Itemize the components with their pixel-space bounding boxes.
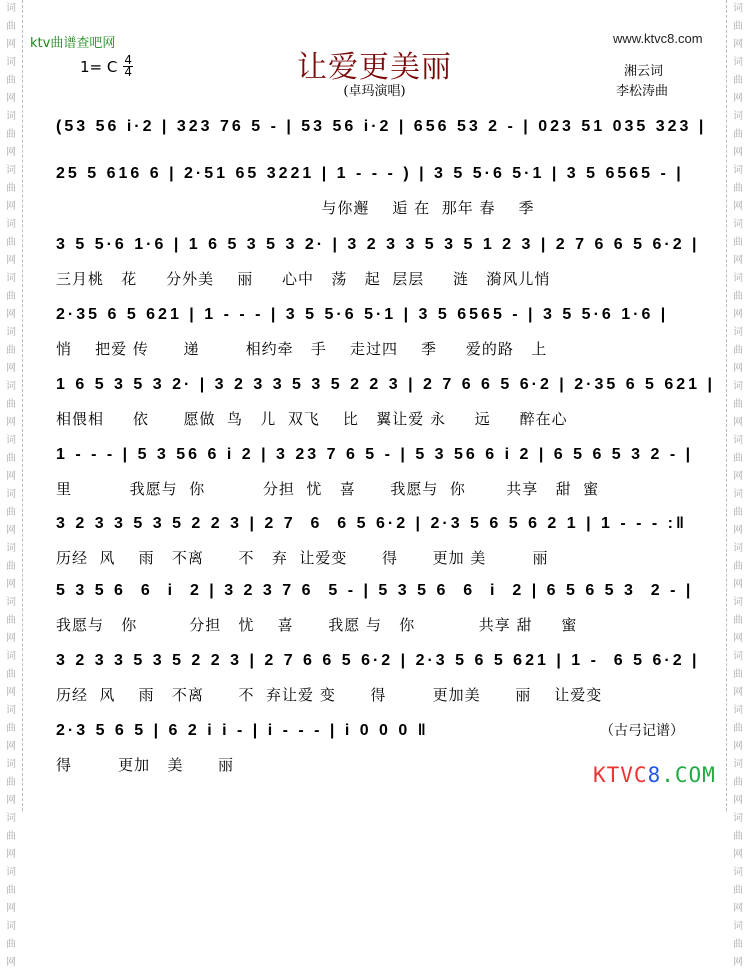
watermark-char: 曲	[6, 885, 16, 896]
watermark-char: 网	[733, 957, 743, 968]
notation: 1 - - - | 5 3 56 6 i 2 | 3 23 7 6 5 - | 5 3 56 6 i 2 | 6 5 6 5 3 2 - |	[56, 446, 694, 463]
watermark-char: 网	[733, 147, 743, 158]
watermark-char: 词	[6, 813, 16, 824]
lyrics: 相偎相 依 愿做 鸟 儿 双飞 比 翼让爱 永 远 醉在心	[56, 410, 568, 428]
transcriber-credit: （古弓记谱）	[600, 723, 684, 739]
watermark-char: 网	[6, 687, 16, 698]
watermark-char: 网	[6, 795, 16, 806]
watermark-char: 词	[733, 597, 743, 608]
watermark-char: 词	[6, 165, 16, 176]
lyrics: 我愿与 你 分担 忧 喜 我愿 与 你 共享 甜 蜜	[56, 616, 578, 634]
watermark-char: 网	[733, 471, 743, 482]
watermark-char: 曲	[6, 75, 16, 86]
watermark-char: 曲	[6, 507, 16, 518]
watermark-char: 网	[6, 363, 16, 374]
watermark-char: 网	[733, 309, 743, 320]
watermark-char: 曲	[6, 777, 16, 788]
watermark-left	[0, 0, 23, 968]
notation: 1 6 5 3 5 3 2· | 3 2 3 3 5 3 5 2 2 3 | 2 7 6 6 5 6·2 | 2·35 6 5 621 |	[56, 376, 715, 393]
score-row	[56, 165, 706, 218]
lyrics: 历经 风 雨 不离 不 弃让爱 变 得 更加美 丽 让爱变	[56, 686, 603, 704]
watermark-char: 曲	[6, 669, 16, 680]
watermark-char: 曲	[6, 561, 16, 572]
watermark-char: 词	[733, 543, 743, 554]
watermark-char: 曲	[6, 183, 16, 194]
watermark-char: 网	[6, 309, 16, 320]
watermark-char: 词	[733, 705, 743, 716]
lyricist: 湘云词	[624, 64, 664, 79]
watermark-char: 词	[733, 435, 743, 446]
watermark-char: 词	[733, 921, 743, 932]
watermark-char: 网	[733, 633, 743, 644]
watermark-char: 词	[6, 867, 16, 878]
watermark-char: 曲	[733, 75, 743, 86]
score-row	[56, 652, 706, 705]
watermark-char: 曲	[733, 777, 743, 788]
watermark-char: 曲	[6, 831, 16, 842]
singer: (卓玛演唱)	[343, 84, 406, 99]
song-title: 让爱更美丽	[297, 50, 452, 85]
watermark-char: 网	[6, 903, 16, 914]
watermark-char: 曲	[6, 723, 16, 734]
watermark-char: 网	[733, 687, 743, 698]
watermark-char: 词	[6, 111, 16, 122]
watermark-char: 词	[733, 273, 743, 284]
lyrics: 悄 把爱 传 递 相约牵 手 走过四 季 爱的路 上	[56, 340, 548, 358]
watermark-char: 网	[733, 849, 743, 860]
lyrics: 与你邂 逅 在 那年 春 季	[56, 199, 535, 217]
watermark-char: 词	[6, 381, 16, 392]
watermark-char: 网	[6, 417, 16, 428]
watermark-char: 网	[733, 417, 743, 428]
watermark-char: 词	[6, 489, 16, 500]
notation: (53 56 i·2 | 323 76 5 - | 53 56 i·2 | 656 53 2 - | 023 51 035 323 |	[56, 118, 707, 135]
watermark-char: 词	[733, 381, 743, 392]
watermark-char: 曲	[6, 129, 16, 140]
watermark-char: 网	[733, 525, 743, 536]
watermark-char: 网	[6, 525, 16, 536]
watermark-char: 网	[6, 471, 16, 482]
watermark-char: 网	[6, 741, 16, 752]
score-row	[56, 236, 706, 289]
watermark-char: 网	[733, 39, 743, 50]
site-url[interactable]: www.ktvc8.com	[613, 31, 703, 46]
notation: 3 2 3 3 5 3 5 2 2 3 | 2 7 6 6 5 6·2 | 2·3 5 6 5 621 | 1 - 6 5 6·2 |	[56, 652, 700, 669]
watermark-char: 曲	[733, 939, 743, 950]
watermark-char: 词	[6, 3, 16, 14]
logo-part-blue: 8	[647, 763, 662, 787]
site-name: ktv曲谱查吧网	[30, 36, 116, 51]
watermark-char: 词	[733, 57, 743, 68]
composer: 李松涛曲	[616, 84, 669, 99]
watermark-char: 词	[6, 273, 16, 284]
score-row	[56, 515, 706, 568]
key-label: 1= C	[80, 57, 118, 76]
notation: 5 3 5 6 6 i 2 | 3 2 3 7 6 5 - | 5 3 5 6 6 i 2 | 6 5 6 5 3 2 - |	[56, 582, 694, 599]
watermark-char: 曲	[733, 453, 743, 464]
watermark-char: 曲	[6, 453, 16, 464]
watermark-char: 词	[733, 3, 743, 14]
watermark-char: 词	[6, 597, 16, 608]
watermark-char: 曲	[733, 669, 743, 680]
watermark-char: 曲	[6, 399, 16, 410]
watermark-char: 网	[6, 39, 16, 50]
watermark-char: 网	[6, 201, 16, 212]
watermark-char: 曲	[733, 291, 743, 302]
watermark-char: 曲	[6, 21, 16, 32]
watermark-char: 网	[733, 579, 743, 590]
time-top: 4	[124, 53, 132, 67]
watermark-char: 词	[733, 759, 743, 770]
watermark-char: 网	[733, 93, 743, 104]
watermark-char: 网	[733, 201, 743, 212]
watermark-char: 词	[733, 219, 743, 230]
watermark-char: 词	[6, 651, 16, 662]
score-row	[56, 446, 706, 499]
watermark-char: 曲	[733, 183, 743, 194]
site-logo[interactable]	[593, 763, 716, 787]
time-bottom: 4	[124, 65, 132, 79]
lyrics: 得 更加 美 丽	[56, 756, 235, 774]
watermark-char: 网	[6, 147, 16, 158]
watermark-char: 曲	[6, 291, 16, 302]
watermark-char: 网	[6, 255, 16, 266]
watermark-char: 曲	[733, 399, 743, 410]
watermark-char: 词	[6, 543, 16, 554]
watermark-char: 词	[733, 111, 743, 122]
watermark-char: 曲	[733, 129, 743, 140]
watermark-char: 词	[6, 57, 16, 68]
watermark-right	[726, 0, 749, 968]
watermark-char: 词	[733, 651, 743, 662]
watermark-char: 曲	[6, 237, 16, 248]
notation: 2·3 5 6 5 | 6 2 i i - | i - - - | i 0 0 0 ‖	[56, 722, 429, 739]
notation: 25 5 616 6 | 2·51 65 3221 | 1 - - - ) | 3 5 5·6 5·1 | 3 5 6565 - |	[56, 165, 684, 182]
watermark-char: 曲	[6, 939, 16, 950]
score-row	[56, 582, 706, 635]
logo-part-green: .COM	[661, 763, 716, 787]
notation: 3 5 5·6 1·6 | 1 6 5 3 5 3 2· | 3 2 3 3 5 3 5 1 2 3 | 2 7 6 6 5 6·2 |	[56, 236, 700, 253]
score-row	[56, 118, 706, 150]
logo-part-red: KTVC	[593, 763, 648, 787]
score-row	[56, 306, 706, 359]
watermark-char: 曲	[733, 723, 743, 734]
lyrics: 三月桃 花 分外美 丽 心中 荡 起 层层 涟 漪风儿悄	[56, 270, 551, 288]
watermark-char: 词	[6, 327, 16, 338]
watermark-char: 曲	[733, 21, 743, 32]
watermark-char: 网	[6, 633, 16, 644]
watermark-char: 曲	[733, 345, 743, 356]
watermark-char: 网	[733, 741, 743, 752]
watermark-char: 曲	[733, 615, 743, 626]
watermark-char: 词	[6, 435, 16, 446]
watermark-char: 曲	[733, 507, 743, 518]
watermark-char: 网	[733, 903, 743, 914]
notation: 3 2 3 3 5 3 5 2 2 3 | 2 7 6 6 5 6·2 | 2·3 5 6 5 6 2 1 | 1 - - - :‖	[56, 515, 687, 532]
watermark-char: 词	[733, 327, 743, 338]
notation: 2·35 6 5 621 | 1 - - - | 3 5 5·6 5·1 | 3 5 6565 - | 3 5 5·6 1·6 |	[56, 306, 669, 323]
score-row	[56, 376, 715, 429]
watermark-char: 词	[733, 165, 743, 176]
watermark-char: 词	[6, 921, 16, 932]
watermark-char: 网	[6, 849, 16, 860]
watermark-char: 词	[6, 219, 16, 230]
watermark-char: 词	[733, 813, 743, 824]
watermark-char: 网	[733, 363, 743, 374]
lyrics: 历经 风 雨 不离 不 弃 让爱变 得 更加 美 丽	[56, 549, 549, 567]
watermark-char: 网	[6, 957, 16, 968]
watermark-char: 词	[6, 759, 16, 770]
watermark-char: 网	[733, 255, 743, 266]
watermark-char: 词	[733, 867, 743, 878]
watermark-char: 曲	[733, 885, 743, 896]
watermark-char: 词	[733, 489, 743, 500]
watermark-char: 曲	[6, 345, 16, 356]
watermark-char: 词	[6, 705, 16, 716]
watermark-char: 曲	[733, 237, 743, 248]
watermark-char: 网	[6, 579, 16, 590]
watermark-char: 网	[733, 795, 743, 806]
lyrics: 里 我愿与 你 分担 忧 喜 我愿与 你 共享 甜 蜜	[56, 480, 600, 498]
watermark-char: 网	[6, 93, 16, 104]
watermark-char: 曲	[733, 561, 743, 572]
watermark-char: 曲	[733, 831, 743, 842]
watermark-char: 曲	[6, 615, 16, 626]
